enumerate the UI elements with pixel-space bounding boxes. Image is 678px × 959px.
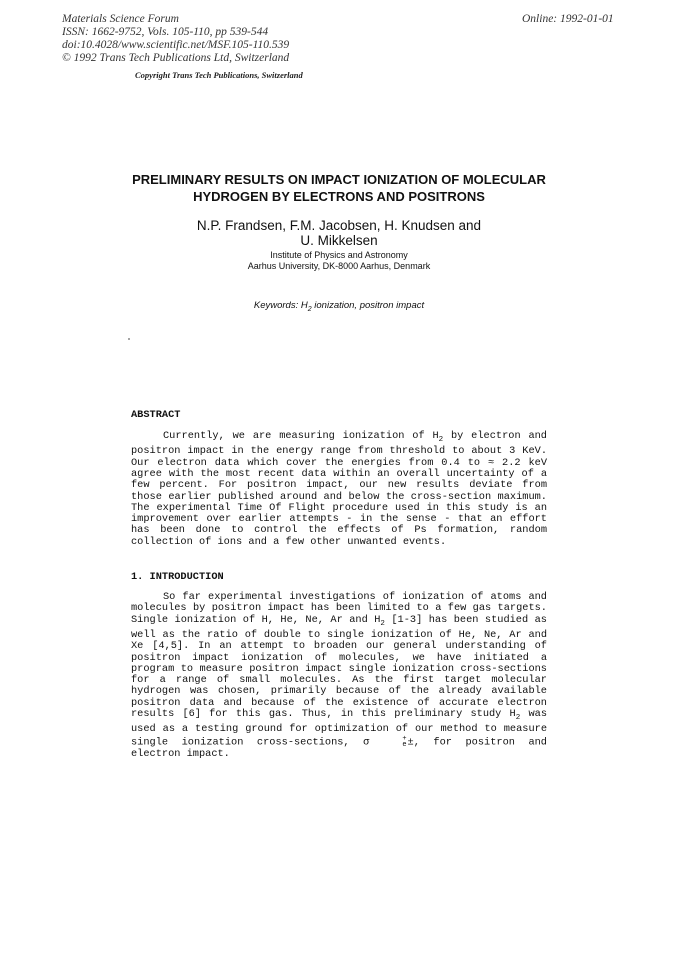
sigma-superscript: + xyxy=(402,734,407,743)
scan-speck xyxy=(128,338,130,340)
copyright-note: Copyright Trans Tech Publications, Switzerland xyxy=(135,70,303,80)
authors xyxy=(100,218,578,248)
keywords-prefix: Keywords: H xyxy=(253,300,308,311)
journal-header xyxy=(62,13,289,65)
journal-name: Materials Science Forum xyxy=(62,13,179,25)
university: Aarhus University, DK-8000 Aarhus, Denmark xyxy=(247,261,431,271)
abstract-text-2: by electron and positron impact in the energy range from threshold to about 3 KeV. Our electron data which cover the energies from 0.4 to ≈ 2.2 keV agree with the most recent data within an overall uncertainty of a few percent. For positron impact, our new results deviate from those earlier published around and below the cross-section maximum. The experimental Time Of Flight procedure used in this study is an improvement over earlier attempts - in the sense - that an effort has been done to control the effects of Ps formation, random collection of ions and a few other unwanted events. xyxy=(131,430,547,548)
title-line-1: PRELIMINARY RESULTS ON IMPACT IONIZATION OF MOLECULAR xyxy=(132,172,546,187)
intro-text-2: [1-3] has been studied as well as the ratio of double to single ionization of He, Ne, Ar and Xe [4,5]. In an attempt to broaden our general understanding of positron impact ionization of molecules, we have initiated a program to measure positron impact single ionization cross-sections for a range of small molecules. As the first target molecular hydrogen was chosen, primarily because of the already available positron data and because of the existence of accurate electron results [6] for this gas. Thus, in this preliminary study H xyxy=(131,613,547,721)
sigma-subscript: e xyxy=(402,740,407,749)
intro-text-3: was used as a testing ground for optimization of our method to measure single ionization cross-sections, σ xyxy=(131,708,547,749)
keywords-subscript: 2 xyxy=(307,305,312,313)
affiliation xyxy=(100,250,578,272)
authors-line-1: N.P. Frandsen, F.M. Jacobsen, H. Knudsen and xyxy=(196,218,482,233)
publisher-line: © 1992 Trans Tech Publications Ltd, Switzerland xyxy=(62,52,290,64)
abstract-body xyxy=(131,431,547,548)
introduction-body xyxy=(131,592,547,760)
sigma-index xyxy=(370,736,406,748)
abstract-heading: ABSTRACT xyxy=(131,409,181,421)
doi-line: doi:10.4028/www.scientific.net/MSF.105-110.539 xyxy=(62,39,290,51)
online-date: Online: 1992-01-01 xyxy=(522,13,614,25)
paper-title xyxy=(100,171,578,205)
keywords-suffix: ionization, positron impact xyxy=(311,300,425,311)
keywords xyxy=(100,300,578,313)
authors-line-2: U. Mikkelsen xyxy=(300,233,378,248)
intro-text-4: ±, for positron and electron impact. xyxy=(131,736,547,760)
intro-subscript-2: 2 xyxy=(515,714,521,723)
title-line-2: HYDROGEN BY ELECTRONS AND POSITRONS xyxy=(193,189,485,204)
abstract-text-1: Currently, we are measuring ionization of H xyxy=(163,430,439,442)
introduction-heading: 1. INTRODUCTION xyxy=(131,571,224,583)
abstract-subscript: 2 xyxy=(438,436,444,445)
institute: Institute of Physics and Astronomy xyxy=(270,250,408,260)
intro-text-1: So far experimental investigations of ionization of atoms and molecules by positron impact has been limited to a few gas targets. Single ionization of H, He, Ne, Ar and H xyxy=(131,591,547,626)
issn-line: ISSN: 1662-9752, Vols. 105-110, pp 539-544 xyxy=(62,26,269,38)
intro-subscript-1: 2 xyxy=(380,619,385,628)
